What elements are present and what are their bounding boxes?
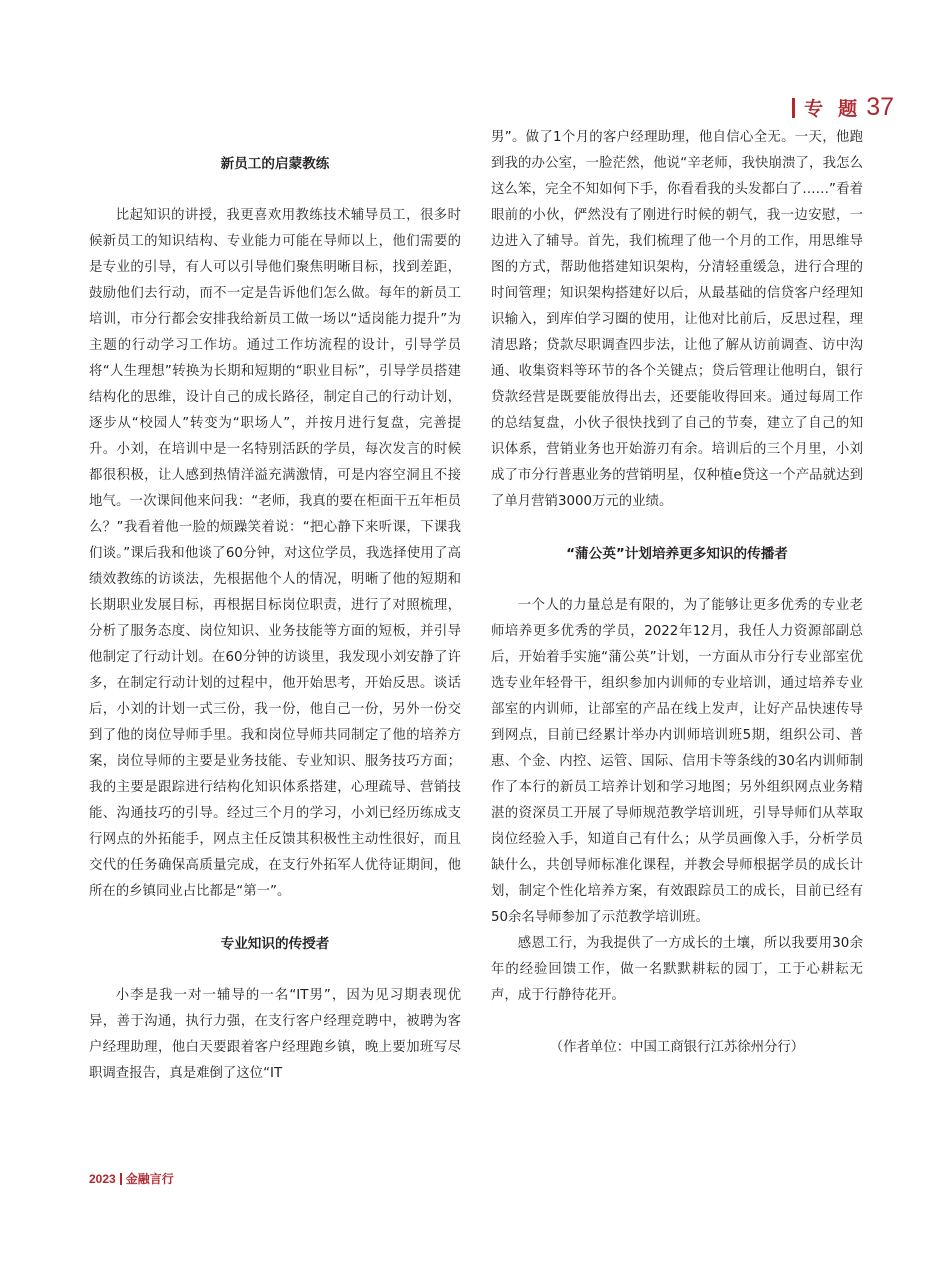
paragraph: 小李是我一对一辅导的一名“IT男”，因为见习期表现优异，善于沟通，执行力强，在支行客户经理竞聘中，被聘为客户经理助理，他白天要跟着客户经理跑乡镇，晚上要加班写尽职调查报告，真是难倒了这位“IT bbox=[89, 988, 461, 1081]
page-number: 37 bbox=[866, 93, 894, 121]
paragraph-continued: 男”。做了1个月的客户经理助理，他自信心全无。一天，他跑到我的办公室，一脸茫然，他说“辛老师，我快崩溃了，我怎么这么笨，完全不知如何下手，你看看我的头发都白了……”看着眼前的小伙，俨然没有了刚进行时候的朝气，我一边安慰，一边进入了辅导。首先，我们梳理了他一个月的工作，用思维导图的方式，帮助他搭建知识架构，分清轻重缓急，进行合理的时间管理；知识架构搭建好以后，从最基础的信贷客户经理知识输入，到库伯学习圈的使用，让他对比前后，反思过程，理清思路；贷款尽职调查四步法，让他了解从访前调查、访中沟通、收集资料等环节的各个关键点；贷后管理让他明白，银行贷款经营是既要能放得出去，还要能收得回来。通过每周工作的总结复盘，小伙子很快找到了自己的节奏，建立了自己的知识体系，营销业务也开始游刃有余。培训后的三个月里，小刘成了市分行普惠业务的营销明星，仅种植e贷这一个产品就达到了单月营销3000万元的业绩。 bbox=[491, 130, 863, 509]
header-divider bbox=[792, 98, 795, 118]
page-footer bbox=[89, 1170, 174, 1187]
section-heading-knowledge-teacher: 专业知识的传授者 bbox=[220, 936, 330, 952]
left-column bbox=[89, 125, 461, 1087]
section-heading-dandelion-plan: “蒲公英”计划培养更多知识的传播者 bbox=[566, 546, 788, 562]
section-heading-enlightenment-coach: 新员工的启蒙教练 bbox=[220, 156, 330, 172]
footer-year: 2023 bbox=[89, 1171, 116, 1186]
author-affiliation: （作者单位：中国工商银行江苏徐州分行） bbox=[549, 1040, 805, 1055]
paragraph: 感恩工行，为我提供了一方成长的土壤，所以我要用30余年的经验回馈工作，做一名默默耕耘的园丁，工于心耕耘无声，成于行静待花开。 bbox=[491, 936, 863, 1003]
section-label: 专题 bbox=[804, 98, 873, 120]
magazine-name: 金融言行 bbox=[125, 1172, 174, 1186]
paragraph: 比起知识的讲授，我更喜欢用教练技术辅导员工，很多时候新员工的知识结构、专业能力可能在导师以上，他们需要的是专业的引导，有人可以引导他们聚焦明晰目标，找到差距，鼓励他们去行动，而不一定是告诉他们怎么做。每年的新员工培训，市分行都会安排我给新员工做一场以“适岗能力提升”为主题的行动学习工作坊。通过工作坊流程的设计，引导学员将“人生理想”转换为长期和短期的“职业目标”，引导学员搭建结构化的思维，设计自己的成长路径，制定自己的行动计划，逐步从“校园人”转变为“职场人”，并按月进行复盘，完善提升。小刘，在培训中是一名特别活跃的学员，每次发言的时候都很积极，让人感到热情洋溢充满激情，可是内容空洞且不接地气。一次课间他来问我：“老师，我真的要在柜面干五年柜员么？”我看着他一脸的烦躁笑着说：“把心静下来听课，下课我们谈。”课后我和他谈了60分钟，对这位学员，我选择使用了高绩效教练的访谈法，先根据他个人的情况，明晰了他的短期和长期职业发展目标，再根据目标岗位职责，进行了对照梳理，分析了服务态度、岗位知识、业务技能等方面的短板，并引导他制定了行动计划。在60分钟的访谈里，我发现小刘安静了许多，在制定行动计划的过程中，他开始思考，开始反思。谈话后，小刘的计划一式三份，我一份，他自己一份，另外一份交到了他的岗位导师手里。我和岗位导师共同制定了他的培养方案，岗位导师的主要是业务技能、专业知识、服务技巧方面；我的主要是跟踪进行结构化知识体系搭建，心理疏导、营销技能、沟通技巧的引导。经过三个月的学习，小刘已经历练成支行网点的外拓能手，网点主任反馈其积极性主动性很好，而且交代的任务确保高质量完成，在支行外拓军人优待证期间，他所在的乡镇同业占比都是“第一”。 bbox=[89, 208, 461, 899]
paragraph: 一个人的力量总是有限的，为了能够让更多优秀的专业老师培养更多优秀的学员，2022年12月，我任人力资源部副总后，开始着手实施“蒲公英”计划，一方面从市分行专业部室优选专业年轻骨干，组织参加内训师的专业培训，通过培养专业部室的内训师，让部室的产品在线上发声，让好产品快速传导到网点，目前已经累计举办内训师培训班5期，组织公司、普惠、个金、内控、运管、国际、信用卡等条线的30名内训师制作了本行的新员工培养计划和学习地图；另外组织网点业务精湛的资深员工开展了导师规范教学培训班，引导导师们从萃取岗位经验入手，知道自己有什么；从学员画像入手，分析学员缺什么，共创导师标准化课程，并教会导师根据学员的成长计划，制定个性化培养方案，有效跟踪员工的成长，目前已经有50余名导师参加了示范教学培训班。 bbox=[491, 598, 863, 925]
right-column bbox=[491, 125, 863, 1061]
running-header bbox=[792, 93, 894, 122]
footer-divider bbox=[120, 1173, 122, 1185]
